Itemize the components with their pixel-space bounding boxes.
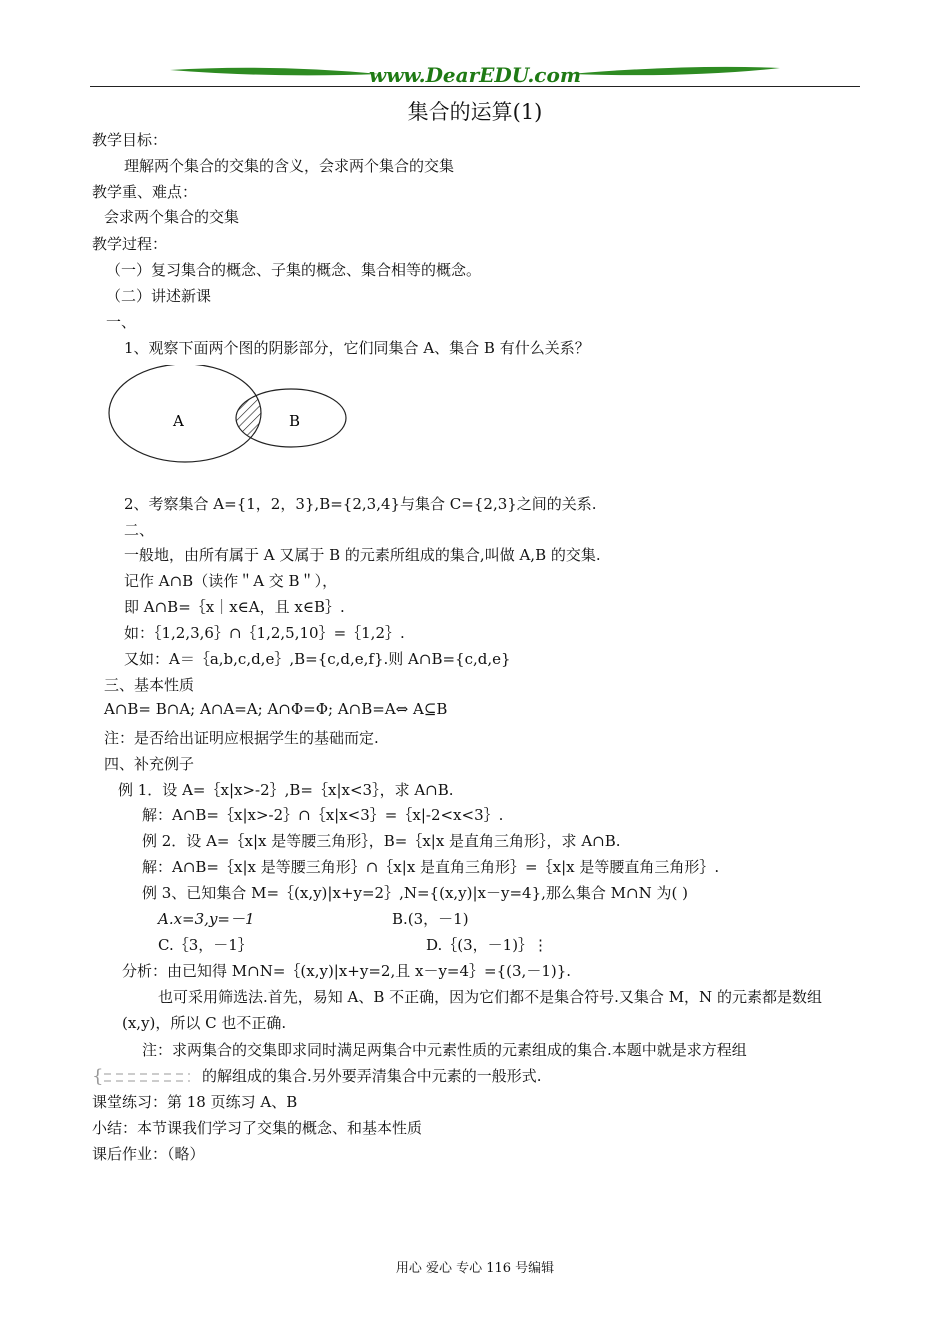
text-line: 注：是否给出证明应根据学生的基础而定. xyxy=(104,729,379,747)
text-line: 例 2．设 A=｛x|x 是等腰三角形｝，B=｛x|x 是直角三角形｝，求 A∩B. xyxy=(142,832,621,850)
header-rule xyxy=(90,86,860,87)
text-line: 课后作业：（略） xyxy=(92,1145,205,1163)
text-line: 二、 xyxy=(124,521,155,539)
text-line: （二）讲述新课 xyxy=(106,287,212,305)
text-line: 小结：本节课我们学习了交集的概念、和基本性质 xyxy=(92,1119,423,1137)
text-line: (x,y)，所以 C 也不正确. xyxy=(122,1014,287,1032)
text-line: 的解组成的集合.另外要弄清集合中元素的一般形式. xyxy=(202,1067,542,1085)
text-line: 也可采用筛选法.首先，易知 A、B 不正确，因为它们都不是集合符号.又集合 M，N 的元素都是数组 xyxy=(158,988,822,1006)
text-line: 2、考察集合 A={1，2，3},B={2,3,4}与集合 C={2,3}之间的关系. xyxy=(124,495,597,513)
equation-system-image xyxy=(92,1066,202,1086)
option-d: D.｛(3，－1)｝⋮ xyxy=(426,936,549,954)
text-line: 1、观察下面两个图的阴影部分，它们同集合 A、集合 B 有什么关系？ xyxy=(124,339,590,357)
text-line: 解：A∩B=｛x|x 是等腰三角形｝∩｛x|x 是直角三角形｝=｛x|x 是等腰直角三角形｝. xyxy=(142,858,720,876)
text-line: 会求两个集合的交集 xyxy=(104,208,240,226)
svg-text:{: { xyxy=(92,1066,104,1086)
text-line: 教学目标： xyxy=(92,131,168,149)
right-swoosh xyxy=(570,67,780,75)
text-line: 教学重、难点： xyxy=(92,183,198,201)
site-logo-text: www.DearEDU.com xyxy=(368,63,582,87)
text-line: 即 A∩B=｛x｜x∈A，且 x∈B｝. xyxy=(124,598,345,616)
text-line: 注：求两集合的交集即求同时满足两集合中元素性质的元素组成的集合.本题中就是求方程组 xyxy=(142,1041,747,1059)
text-line: 解：A∩B=｛x|x>-2｝∩｛x|x<3｝=｛x|-2<x<3｝. xyxy=(142,806,504,824)
set-b-label: B xyxy=(289,412,301,430)
text-line: 例 1．设 A=｛x|x>-2｝,B=｛x|x<3｝，求 A∩B. xyxy=(118,781,454,799)
text-line: （一）复习集合的概念、子集的概念、集合相等的概念。 xyxy=(106,261,482,279)
text-line: 理解两个集合的交集的含义，会求两个集合的交集 xyxy=(124,157,455,175)
text-line: 记作 A∩B（读作＂A 交 B＂）， xyxy=(124,572,338,590)
text-line: 一、 xyxy=(106,313,137,331)
text-line: 例 3、已知集合 M=｛(x,y)|x+y=2｝,N={(x,y)|x－y=4},那么集合 M∩N 为( ) xyxy=(142,884,688,902)
text-line: 一般地，由所有属于 A 又属于 B 的元素所组成的集合,叫做 A,B 的交集. xyxy=(124,546,601,564)
text-line: 四、补充例子 xyxy=(104,755,195,773)
text-line: 分析：由已知得 M∩N=｛(x,y)|x+y=2,且 x－y=4｝={(3,－1)}. xyxy=(122,962,572,980)
text-line: 课堂练习：第 18 页练习 A、B xyxy=(92,1093,298,1111)
option-a: A.x=3,y=－1 xyxy=(158,910,255,928)
page-title: 集合的运算(1) xyxy=(407,100,543,124)
page-footer: 用心 爱心 专心 116 号编辑 xyxy=(395,1261,555,1276)
text-line: A∩B= B∩A; A∩A=A; A∩Φ=Φ; A∩B=A⇔ A⊆B xyxy=(104,700,448,718)
text-line: 三、基本性质 xyxy=(104,676,195,694)
left-swoosh xyxy=(170,68,380,76)
venn-diagram xyxy=(105,365,365,470)
text-line: 如：｛1,2,3,6｝∩｛1,2,5,10｝=｛1,2｝. xyxy=(124,624,405,642)
option-c: C.｛3，－1｝ xyxy=(158,936,253,954)
text-line: 教学过程： xyxy=(92,235,168,253)
set-a-label: A xyxy=(173,412,184,430)
option-b: B.(3，－1) xyxy=(392,910,469,928)
text-line: 又如：A＝｛a,b,c,d,e｝,B={c,d,e,f}.则 A∩B={c,d,e} xyxy=(124,650,511,668)
